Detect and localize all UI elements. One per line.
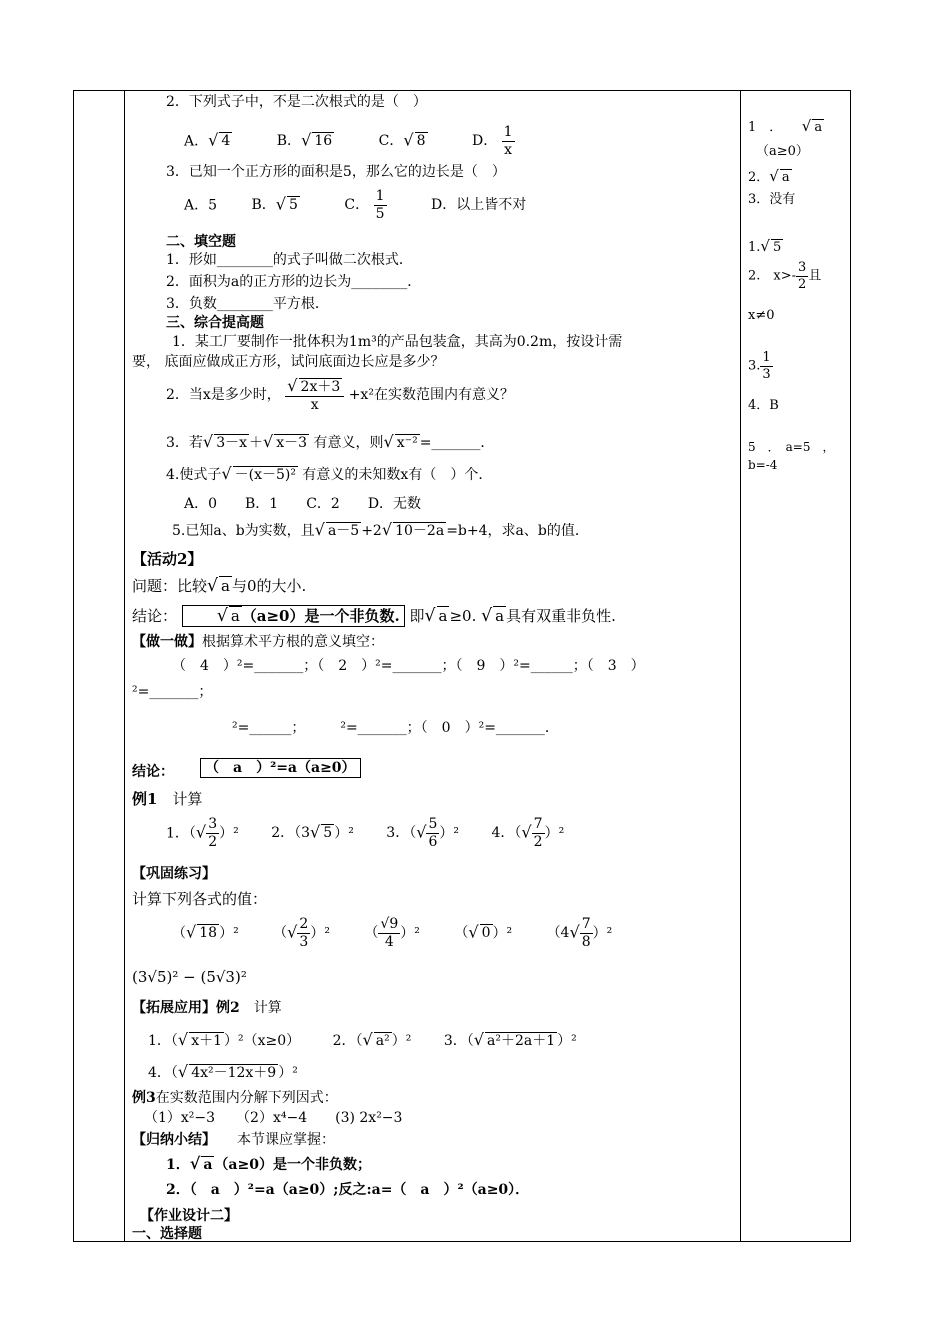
ex1-items: 1．（√ $\frac{3}{2}$ ）² 2．（3√ 5 ）² 3．（√ $\frac{5}{6}$ ）² 4．（√ $\frac{7}{2}$ ）² — [166, 816, 565, 850]
practice-desc: 计算下列各式的值： — [132, 890, 268, 908]
adv-title: 三、综合提高题 — [166, 315, 264, 331]
fill-line-1: 1．形如________的式子叫做二次根式． — [166, 252, 413, 268]
q2-stem: 2．下列式子中，不是二次根式的是（ ） — [166, 94, 427, 110]
doit-row-1: （ 4 ）²=_______；（ 2 ）²=_______；（ 9 ）²=______；（ 3 ） — [172, 658, 645, 674]
doit-row-2: ²=______； ²=_______；（ 0 ）²=_______． — [232, 720, 559, 736]
answer-a1-cond: （a≥0） — [756, 144, 809, 159]
adv-line-5: 5.已知a、b为实数，且√ a－5 +2√ 10－2a =b+4，求a、b的值． — [172, 520, 589, 539]
ex3-items: （1）x²−3 （2）x⁴−4 (3) 2x²−3 — [144, 1110, 403, 1126]
adv-line-4-options: A．0 B．1 C．2 D．无数 — [184, 496, 422, 512]
act2-title: 【活动2】 — [132, 550, 203, 568]
ext-heading: 【拓展应用】例2 计算 — [132, 1000, 282, 1016]
adv-line-4: 4.使式子√ －(x－5)² 有意义的未知数x有（ ）个． — [166, 464, 493, 483]
answer-b4: 4．B — [748, 398, 779, 413]
adv-line-2: 2．当x是多少时， $\frac{√ 2x+3}{x}$ +x²在实数范围内有意义？ — [166, 376, 514, 413]
summary-line-2: 2．（ a ）²=a（a≥0）;反之:a=（ a ）²（a≥0）． — [166, 1182, 530, 1198]
answer-b5-b: b=-4 — [748, 458, 778, 472]
act2-conclusion: 结论： √ a （a≥0）是一个非负数. 即√ a ≥0. √ a 具有双重非负性. — [132, 606, 616, 626]
ext-items-1: 1．（√ x＋1 ）²（x≥0） 2．（√ a² ）² 3．（√ a²＋2a＋1 ）² — [148, 1030, 577, 1049]
answer-b5: 5 ． a=5 ， — [748, 440, 835, 454]
ex3-heading: 例3在实数范围内分解下列因式： — [132, 1090, 338, 1106]
column-divider-left — [124, 90, 125, 1242]
answer-b3: 3. $\frac{1}{3}$ — [748, 350, 771, 382]
adv-line-3: 3．若√ 3－x ＋√ x－3 有意义，则√ x⁻² =_______． — [166, 432, 495, 451]
answer-a2: 2．√ a — [748, 167, 790, 185]
q2-options: A．√ 4 B．√ 16 C．√ 8 D． $\frac{1}{x}$ — [184, 124, 513, 158]
summary-heading: 【归纳小结】 本节课应掌握： — [132, 1132, 335, 1148]
fill-line-2: 2．面积为a的正方形的边长为________． — [166, 274, 422, 290]
practice-items: （√ 18 ）² （√ $\frac{2}{3}$ ）² （ $\frac{√9}{4}$ ）² （√ 0 ）² （4√ $\frac{7}{8}$ ）² — [172, 916, 613, 950]
adv-line-1b: 要， 底面应做成正方形，试问底面边长应是多少？ — [132, 354, 445, 370]
hw-sub: 一、选择题 — [132, 1226, 202, 1242]
practice-title: 【巩固练习】 — [132, 866, 216, 882]
doit-heading: 【做一做】根据算术平方根的意义填空： — [132, 634, 384, 650]
answer-b2: 2. x>- $\frac{3}{2}$ 且 — [748, 260, 822, 292]
answer-b1: 1.√ 5 — [748, 237, 782, 255]
q2-opt-d-fraction: $\frac{1}{x}$ — [503, 124, 513, 158]
main-column — [132, 92, 736, 1240]
ext-items-2: 4．（√ 4x²－12x＋9 ）² — [148, 1062, 298, 1081]
concl2-box: （ a ）²=a（a≥0） — [200, 760, 361, 777]
fill-title: 二、填空题 — [166, 234, 236, 250]
concl2-label: 结论： — [132, 764, 174, 780]
doit-row-1b: ²=_______； — [132, 684, 213, 700]
column-divider-right — [740, 90, 741, 1242]
act2-conclusion-box: √ a （a≥0）是一个非负数. — [182, 605, 405, 627]
fill-line-3: 3．负数________平方根． — [166, 296, 329, 312]
hw-title: 【作业设计二】 — [140, 1208, 238, 1224]
ex1-heading: 例1 计算 — [132, 790, 203, 808]
answer-b2-cond: x≠0 — [748, 308, 775, 323]
q3-options: A．5 B．√ 5 C． $\frac{1}{5}$ D．以上皆不对 — [184, 188, 527, 222]
act2-problem: 问题：比较√ a 与0的大小. — [132, 576, 307, 596]
practice-last: (3√5)² − (5√3)² — [132, 968, 247, 986]
q3-stem: 3．已知一个正方形的面积是5，那么它的边长是（ ） — [166, 164, 506, 180]
answer-a3: 3．没有 — [748, 192, 796, 207]
adv-line-1a: 1．某工厂要制作一批体积为1m³的产品包装盒，其高为0.2m，按设计需 — [172, 334, 623, 350]
answers-column — [748, 92, 848, 1240]
answer-a1: 1 ． √ a — [748, 117, 823, 135]
summary-line-1: 1．√ a （a≥0）是一个非负数； — [166, 1154, 371, 1173]
